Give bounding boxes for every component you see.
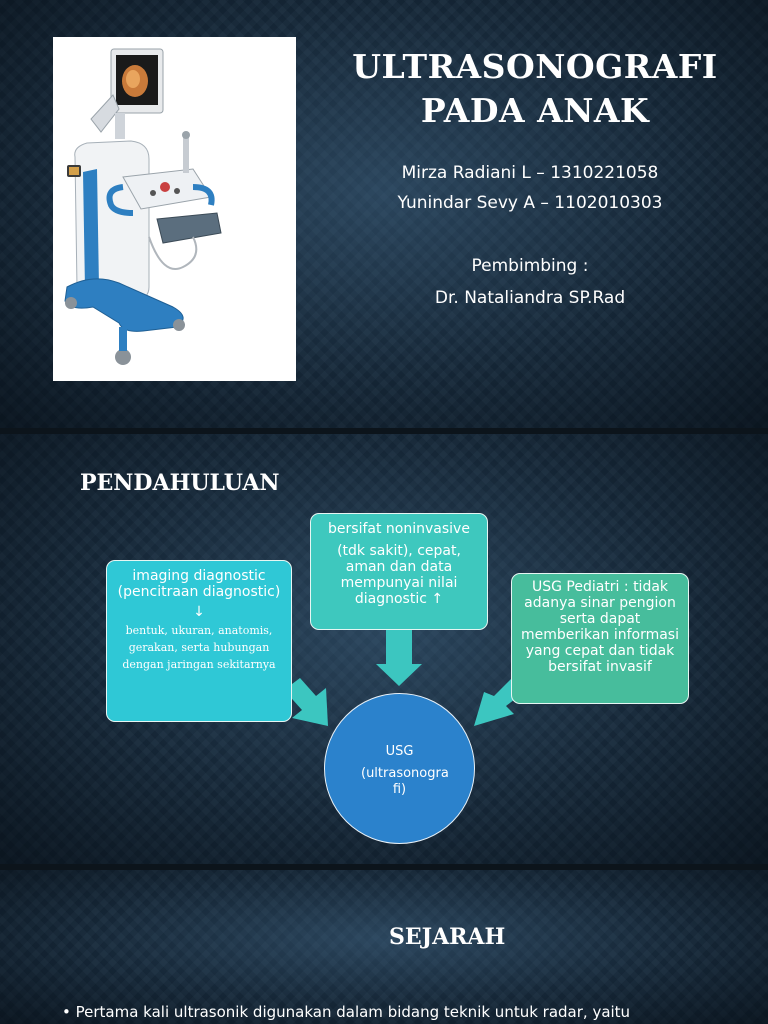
arrow-down-icon bbox=[376, 630, 422, 686]
usg-detail: (ultrasonogra fi) bbox=[361, 766, 449, 797]
imaging-diagnostic-title: imaging diagnostic (pencitraan diagnostic) bbox=[117, 568, 281, 600]
title-slide bbox=[0, 0, 768, 428]
author-1: Mirza Radiani L – 1310221058 bbox=[401, 163, 659, 183]
history-bullet-text: Pertama kali ultrasonik digunakan dalam bidang teknik untuk radar, yaitu bbox=[75, 1003, 631, 1021]
author-2: Yunindar Sevy A – 1102010303 bbox=[397, 193, 663, 213]
usg-pediatri-box bbox=[511, 573, 689, 704]
history-heading: SEJARAH bbox=[389, 924, 506, 950]
intro-heading: PENDAHULUAN bbox=[80, 470, 280, 496]
usg-label: USG bbox=[385, 744, 414, 759]
history-slide bbox=[0, 870, 768, 1024]
title-line-2: PADA ANAK bbox=[420, 91, 650, 130]
history-bullet bbox=[62, 1003, 630, 1021]
imaging-diagnostic-detail: bentuk, ukuran, anatomis, gerakan, serta hubungan dengan jaringan sekitarnya bbox=[122, 624, 276, 671]
usg-pediatri-text: USG Pediatri : tidak adanya sinar pengion serta dapat memberikan informasi yang cepat dan tidak bersifat invasif bbox=[521, 579, 679, 675]
title-line-1: ULTRASONOGRAFI bbox=[352, 47, 718, 86]
usg-circle bbox=[324, 693, 475, 844]
noninvasive-detail: (tdk sakit), cepat, aman dan data mempunyai nilai diagnostic ↑ bbox=[337, 543, 461, 607]
noninvasive-box bbox=[310, 513, 488, 630]
supervisor-label: Pembimbing : bbox=[471, 256, 589, 276]
supervisor-name: Dr. Nataliandra SP.Rad bbox=[434, 288, 626, 308]
presentation-title bbox=[335, 45, 735, 133]
ultrasound-machine-image bbox=[53, 37, 296, 381]
noninvasive-title: bersifat noninvasive bbox=[328, 521, 470, 537]
imaging-diagnostic-box bbox=[106, 560, 292, 722]
arrow-down-glyph-icon: ↓ bbox=[193, 604, 205, 620]
bullet-icon: • bbox=[62, 1003, 76, 1021]
